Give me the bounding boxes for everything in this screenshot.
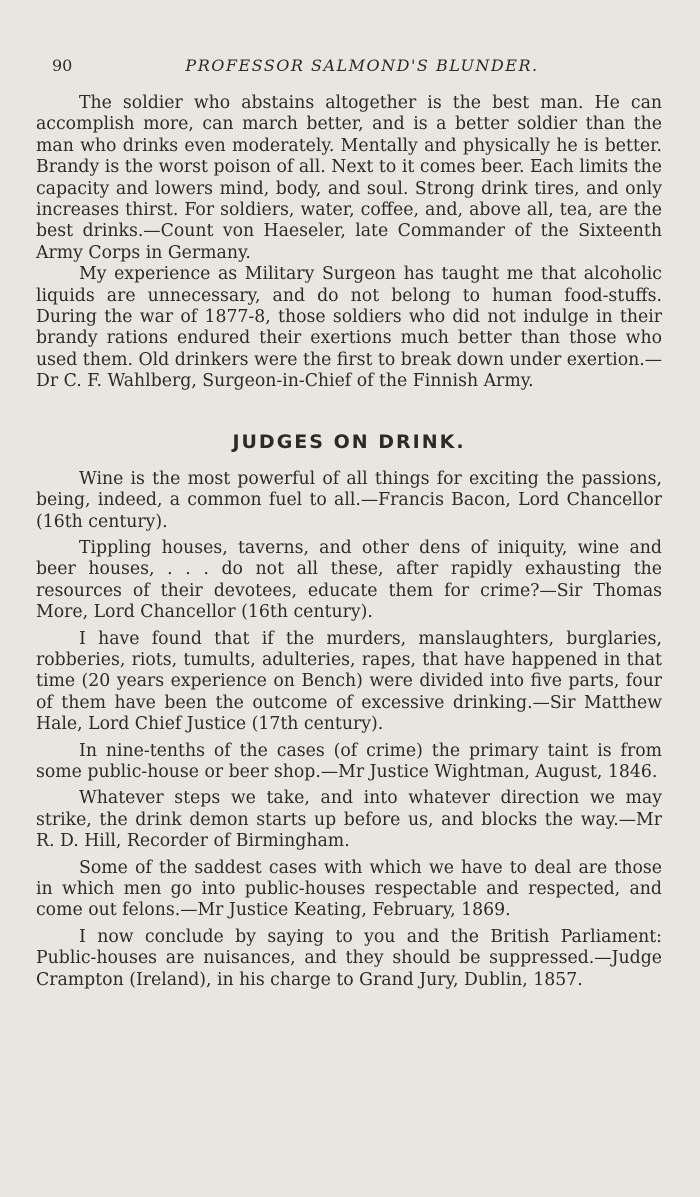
paragraph: Whatever steps we take, and into whatever direction we may strike, the drink demon starts up before us, and blocks the way.—Mr R. D. Hill, Recorder of Birmingham. — [36, 788, 662, 852]
page-number: 90 — [52, 56, 73, 75]
paragraph: I have found that if the murders, manslaughters, burglaries, robberies, riots, tumults, adulteries, rapes, that have happened in that time (20 years experience on Bench) were divided into five parts, four of them have been the outcome of excessive drinking.—Sir Matthew Hale, Lord Chief Justice (17th century). — [36, 628, 662, 735]
paragraph: In nine-tenths of the cases (of crime) the primary taint is from some public-house or beer shop.—Mr Justice Wightman, August, 1846. — [36, 740, 662, 782]
paragraph: I now conclude by saying to you and the British Parliament: Public-houses are nuisances, and they should be suppressed.—Judge Crampton (Ireland), in his charge to Grand Jury, Dublin, 1857. — [36, 926, 662, 990]
paragraph: Wine is the most powerful of all things for exciting the passions, being, indeed, a common fuel to all.—Francis Bacon, Lord Chancellor (16th century). — [36, 468, 662, 532]
judges-quotes-section — [36, 469, 662, 991]
paragraph: Some of the saddest cases with which we have to deal are those in which men go into public-houses respectable and respected, and come out felons.—Mr Justice Keating, February, 1869. — [36, 857, 662, 921]
paragraph: Tippling houses, taverns, and other dens of iniquity, wine and beer houses, . . . do not all these, after rapidly exhausting the resources of their devotees, educate them for crime?—Sir Thomas More, Lord Chancellor (16th century). — [36, 537, 662, 623]
running-head — [36, 56, 662, 75]
paragraph: My experience as Military Surgeon has taught me that alcoholic liquids are unnecessary, and do not belong to human food-stuffs. During the war of 1877-8, those soldiers who did not indulge in their brandy rations endured their exertions much better than those who used them. Old drinkers were the first to break down under exertion.—Dr C. F. Wahlberg, Surgeon-in-Chief of the Finnish Army. — [36, 264, 662, 392]
paragraph: The soldier who abstains altogether is the best man. He can accomplish more, can march better, and is a better soldier than the man who drinks even moderately. Mentally and physically he is better. Brandy is the worst poison of all. Next to it comes beer. Each limits the capacity and lowers mind, body, and soul. Strong drink tires, and only increases thirst. For soldiers, water, coffee, and, above all, tea, are the best drinks.—Count von Haeseler, late Commander of the Sixteenth Army Corps in Germany. — [36, 93, 662, 263]
running-title: PROFESSOR SALMOND'S BLUNDER. — [185, 56, 539, 75]
section-heading: JUDGES ON DRINK. — [232, 430, 466, 453]
military-quotes-section — [36, 93, 662, 393]
